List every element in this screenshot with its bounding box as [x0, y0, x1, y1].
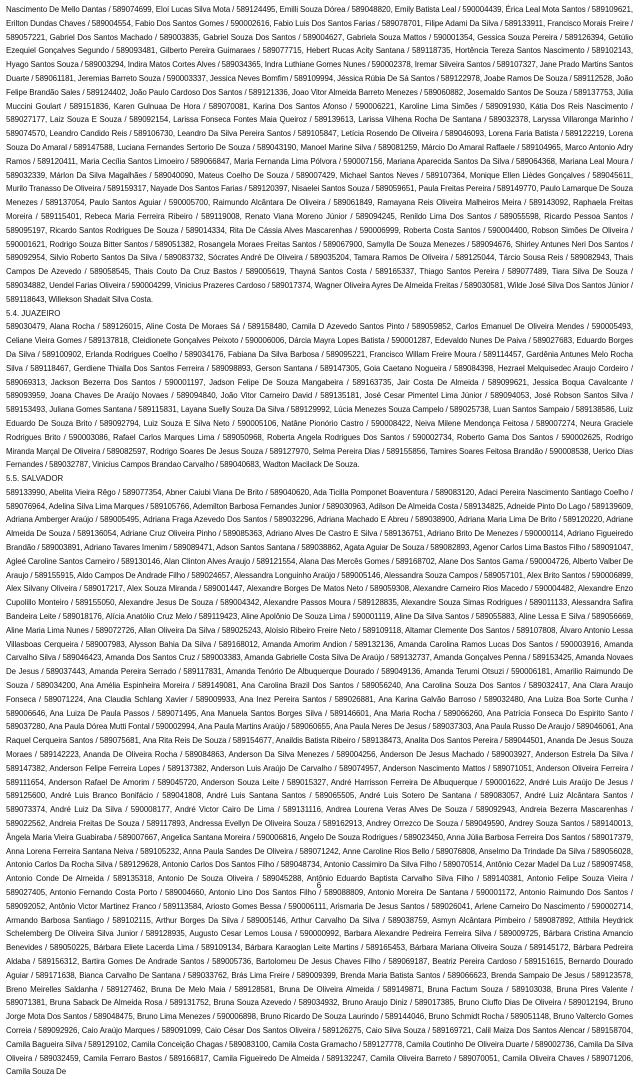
name-list-paragraph: 589133990, Abelita Vieira Rêgo / 589077354, Abner Caiubi Viana De Brito / 589040620, Ada Ticilla Pomponet Boaventura / 589083120, Adaci Pereira Nascimento Santiago Coelho / 589076964, Adelina Silva Lima Marques / 589105766, Ademilton Barbosa Fernandes Junior / 589030963, Adilson De Almeida Costa / 589134825, Adneide Pinto Do Lago / 589139609, Adriana Amberger Araújo / 589005495, Adriana Fraga Azevedo Dos Santos / 589032296, Adriana Machado E Abreu / 589038900, Adriana Maria Lima De Brito / 589120220, Adriane Almeida De Souza / 589136054, Adriane Cruz Oliveira Pinho / 589085363, Adriano Alves De Castro E Silva / 589136751, Adriano Brito De Menezes / 590000114, Adriano Figueiredo Brandão / 589003891, Adriano Tavares Imenim / 589089471, Adson Santos Santana / 589038862, Agata Aguiar De Souza / 589082893, Agenor Carlos Lima Bastos Filho / 589091047, Agleé Caroline Santos Carneiro / 589130146, Alan Clinton Alves Araujo / 589121554, Alana Das Mercês Gomes / 589168702, Alane Dos Santos Gama / 590004726, Alberto Valber De Araujo / 589155915, Aldo Campos De Andrade Filho / 589024657, Alessandra Longuinho Araújo / 589005146, Alessandra Souza Campos / 589057101, Alex Brito Santos / 590006899, Alex Silvany Oliveira / 589017217, Alex Souza Miranda / 589001447, Alexandre Borges De Matos Neto / 589059308, Alexandre Carneiro Rios Macedo / 590004482, Alexandre Enzo Cupolillo Monteiro / 589155050, Alexandre Jesus De Souza / 589004342, Alexandre Passos Moura / 589128835, Alexandre Souza Simas Rodrigues / 589011133, Alessandra Safira Bandeira Leite / 589018176, Alícia Anatólio Cruz Melo / 589119423, Aline Apolônio De Souza Lima / 590001119, Aline Da Silva Santos / 589055883, Aline Lessa E Silva / 589056669, Aline Maria Lima Nunes / 589072726, Allan Oliveira Da Silva / 589025243, Aloísio Ribeiro Freire Neto / 589109118, Altamar Clemente Dos Santos / 589107808, Álvaro Antonio Lessa Villasboas Cerqueira / 589007983, Alysson Bahia Da Silva / 589168012, Amanda Amorim Andion / 589132136, Amanda Carolina Ramos Lucas Dos Santos / 590003916, Amanda Carvalho Silva / 589046423, Amanda Dos Santos Cruz / 589003383, Amanda Gabrielle Costa Silva De Araújo / 589132737, Amanda Gonçalves Penna / 589153425, Amanda Novaes De Jesus / 589037443, Amanda Pereira Serrado / 589117831, Amanda Tenório De Albuquerque Dourado / 589049136, Amanda Terumi Otsuzi / 590006181, Amarilio Raimundo De Souza / 589034200, Ana Amélia Espinheira Moreira / 589149081, Ana Carolina Brazil Dos Santos / 589056240, Ana Carolina Souza Dos Santos / 589032417, Ana Clara Araujo Fonseca / 589071224, Ana Claudia Schlang Xavier / 589009933, Ana Inez Pereira Santos / 589026881, Ana Karina Galvão Barroso / 589032480, Ana Luiza Boa Sorte Cunha / 589006646, Ana Luiza De Paula Passos / 589071495, Ana Manuela Santos Borges Silva / 589146601, Ana Maria Rocha / 589066260, Ana Patrícia Fonseca Do Espirito Santo / 589037280, Ana Paula Dórea Mutti Fontal / 590002994, Ana Paula Martins Araújo / 589060655, Ana Paula Neres De Jesus / 589037303, Ana Paula Russo De Araujo / 589046061, Ana Raquel Cerqueira Santos / 589075681, Ana Rita Reis De Souza / 589154677, Anaildis Batista Ribeiro / 589138473, Analita Dos Santos Pereira / 589044501, Ananda De Jesus Souza Moraes / 589142223, Ananda De Oliveira Rocha / 589084863, Anderson Da Silva Menezes / 589004256, Anderson De Jesus Machado / 589003927, Anderson Estrela Da Silva / 589147382, Anderson Felipe Ferreira Lopes / 589137382, Anderson Luis Araújo De Carvalho / 589074957, Anderson Nascimento Mattos / 589071051, Anderson Oliveira Ferreira / 589111654, Anderson Rafael De Amorim / 589045720, Anderson Souza Leite / 589015327, André Harrisson Ferreira De Albuquerque / 590001622, André Luis Araújo De Jesus / 589125600, André Luis Branco Bonifácio / 589041808, André Luis Santana Santos / 589065505, André Luis Sotero De Santana / 589083057, André Luiz Alcântara Santos / 589073374, André Luiz Da Silva / 590008177, André Victor Cairo De Lima / 589131116, Andrea Lourena Veras Alves De Souza / 589092943, Andreia Bezerra Mascarenhas / 589022562, Andreia Freitas De Souza / 589117893, Andressa Evellyn De Oliveira Souza / 589162913, Andrey Orrezco De Souza / 589049590, Andrey Souza Santos / 589140013, Ângela Maria Vieira Guabiraba / 589007667, Angelica Santana Moreira / 590006816, Angelo De Souza Rodrigues / 589023450, Anna Júlia Barbosa Ferreira Dos Santos / 589017379, Anna Lorena Ferreira Santana Neiva / 589105232, Anna Paula Sandes De Oliveira / 589071242, Anne Caroline Rios Bello / 589076808, Anselmo Da Trindade Da Silva / 589056028, Antonio Carlos Da Rocha Silva / 589129628, Antonio Carlos Dos Santos Filho / 589048734, Antonio Cassimiro Da Silva Filho / 589070514, Antônio Cezar Madel Da Luz / 589097458, Antonio Conde De Almeida / 589135318, Antonio De Souza Oliveira / 589045288, Antônio Eduardo Baptista Carvalho Silva Filho / 589140381, Antonio Felipe Souza Vieira / 589027405, Antonio Fernando Costa Porto / 589004660, Antonio Lino Dos Santos Filho / 589088809, Antonio Moreira De Santana / 590001172, Antonio Raimundo Dos Santos / 589092052, Antônio Victor Martinez Franco / 589113584, Ariosto Gomes Bessa / 590006111, Arismaria De Jesus Santos / 589026041, Arlene Carneiro Do Nascimento / 590002714, Armando Barbosa Santiago / 589102115, Arthur Borges Da Silva / 589005146, Arthur Carvalho Da Silva / 589038759, Asmyn Alcântara Pimbeiro / 589087892, Atthila Heydrick Schelemberg De Oliveira Silva Junior / 589128935, Augusto Cesar Lemos Lousa / 590000992, Barbara Alexandre Pedreira Ferreira Silva / 589009725, Bárbara Cristina Amancio Benevides / 589050225, Bárbara Eliete Lacerda Lima / 589109134, Bárbara Karaoglan Leite Martins / 589165453, Bárbara Mariana Oliveira Souza / 589145172, Bárbara Pedreira Aldaba / 589156312, Bartira Gomes De Andrade Santos / 589005736, Bartolomeu De Jesus Chaves Filho / 589069187, Beatriz Pereira Cardoso / 589151615, Bernardo Dourado Aguiar / 589171638, Bianca Carvalho De Santana / 589033762, Brás Lima Freire / 589009399, Brenda Maria Batista Santos / 589066623, Brenda Sampaio De Jesus / 589123578, Breno Meirelles Saldanha / 589127462, Bruna De Melo Maia / 589128581, Bruna De Oliveira Almeida / 589149871, Bruna Factum Souza / 589103038, Bruna Pires Valente / 589071381, Bruna Saback De Almeida Rosa / 589131752, Bruna Souza Azevedo / 589034932, Bruno Araujo Diniz / 589017385, Bruno Ciuffo Dias De Oliveira / 589012194, Bruno Jorge Mota Dos Santos / 589048475, Bruno Lima Menezes / 590006898, Bruno Ricardo De Souza Laurindo / 589144046, Bruno Schmidt Rocha / 589051148, Bruno Valterclo Gomes Correia / 589092926, Caio Araújo Marques / 589091099, Caio César Dos Santos Oliveira / 589126275, Caio Silva Souza / 589169721, Calil Maiza Dos Santos Alencar / 589158704, Camila Bagueira Silva / 589129102, Camila Conceição Chagas / 589083100, Camila Costa Gramacho / 589127778, Camila Coutinho De Oliveira Duarte / 589002736, Camila Da Silva Oliveira / 589032459, Camila Ferraro Bastos / 589166817, Camila Figueiredo De Almeida / 589132247, Camila Oliveira Barreto / 589070051, Camila Oliveira Chaves / 589071206, Camila Souza De	[6, 487, 633, 1077]
document-page	[6, 3, 633, 1077]
section-heading-salvador: 5.5. SALVADOR	[6, 474, 64, 484]
name-list-paragraph: Nascimento De Mello Dantas / 589074699, Eloí Lucas Silva Mota / 589124495, Emilli Souza Dórea / 589048820, Emily Batista Leal / 590004439, Érica Leal Mota Santos / 589109621, Erilton Dundas Chaves / 589004554, Fabio Dos Santos Gomes / 590002616, Fabio Luis Dos Santos Farias / 589078701, Filipe Adami Da Silva / 589133911, Francisco Morais Freire / 589057221, Gabriel Dos Santos Machado / 589003835, Gabriel Souza Dos Santos / 589004627, Gabriela Souza Mattos / 590001354, Gessica Souza Pereira / 589126394, Getúlio Ezequiel Gonçalves Segundo / 589093481, Gilberto Pereira Guimaraes / 589077715, Hebert Rucas Acity Santana / 589118735, Hortência Tereza Santos Nascimento / 589102143, Hyago Santos Souza / 589003294, Indira Matos Cortes Alves / 589034365, Indra Luthiane Gomes Nunes / 590002378, Iremar Silveira Santos / 589107327, Jane Prado Martins Santos Duarte / 589061181, Jeremias Barreto Souza / 590003337, Jessica Neves Bomfim / 589109994, Jéssica Rúbia De Sá Santos / 589122978, Joabe Ramos De Souza / 589112528, João Felipe Brandão Sales / 589124402, João Paulo Cardoso Dos Santos / 589121336, Joao Vitor Almeida Barreto Menezes / 589060882, Josemaldo Santos De Souza / 589137753, Júlia Muccini Goulart / 589151836, Karen Gulnuaa De Hora / 589070081, Karina Dos Santos Afonso / 590006221, Karoline Lima Simões / 589091930, Kátia Dos Reis Nascimento / 589027177, Laiz Souza E Souza / 589092154, Larissa Fonseca Fontes Maia Queiroz / 589139613, Larissa Vilhena Rocha De Santana / 589032378, Laryssa Villaronga Marinho / 589074570, Leandro Candido Reis / 589106730, Leandro Da Silva Pereira Santos / 589105847, Letícia Rosendo De Oliveira / 589046093, Lorena Faria Batista / 589122219, Lorena Souza Do Amaral / 589147588, Luciana Fernandes Sertorio De Souza / 589043190, Manoel Marine Silva / 589081259, Márcio Do Amaral Raffaele / 589104965, Marco Antonio Adry Ramos / 589120411, Maria Cecília Santos Limoeiro / 589066847, Maria Fernanda Lima Pólvora / 590007156, Mariana Aparecida Santos Da Silva / 589064368, Mariana Leal Moura / 589032339, Márlon Da Silva Magalhães / 589040090, Mateus Coelho De Souza / 589007429, Michael Santos Neves / 589107364, Monique Ellen Lièdes Gonçalves / 589045611, Murilo Tranasso De Oliveira / 589159317, Nayade Dos Santos Farias / 589120397, Nisaelei Santos Souza / 589059651, Paula Freitas Pereira / 589149770, Paulo Lamarque De Souza Menezes / 589137054, Paulo Santos Aguiar / 590005700, Raimundo Alcântara De Oliveira / 589061849, Ramayana Reis Oliveira Malheiros Meira / 589143092, Raphaela Freitas Moreira / 589115401, Rebeca Maria Ferreira Ribeiro / 589119008, Renato Viana Moreno Júnior / 589094245, Renildo Lima Dos Santos / 589055598, Ricardo Pessoa Santos / 589095197, Ricardo Santos Rodrigues De Souza / 589014334, Rita De Cássia Alves Mascarenhas / 590006999, Roberta Costa Santos / 590004400, Robson Simões De Oliveira / 590001621, Rodrigo Souza Bitter Santos / 589051382, Rosangela Moraes Freitas Santos / 589067900, Samylla De Souza Menezes / 589094676, Shirley Antunes Neri Dos Santos / 589092954, Silvio Roberto Santos Da Silva / 589083732, Sócrates André De Oliveira / 589035204, Tamara Ramos De Oliveira / 589125044, Tárcio Sousa Reis / 589082943, Thais Campos De Azevedo / 589058545, Thais Couto Da Cruz Bastos / 589005619, Thayná Santos Costa / 589165337, Thiago Santos Pereira / 589077489, Tiara Silva De Souza / 589034882, Uendel Farias Oliveira / 590004299, Vinicius Prazeres Cardoso / 589017374, Wagner Oliveira Ayres De Almeida Freitas / 589030581, Wilde José Silva Dos Santos Júnior / 589118643, Willekson Shadait Silva Costa.	[6, 5, 633, 304]
page-number: 6	[316, 881, 322, 890]
section-heading-juazeiro: 5.4. JUAZEIRO	[6, 308, 61, 318]
name-list-paragraph: 589030479, Alana Rocha / 589126015, Aline Costa De Moraes Sá / 589158480, Camila D Azevedo Santos Pinto / 589059852, Carlos Emanuel De Oliveira Mendes / 590005493, Celiane Vieira Gomes / 589137818, Cleidionete Gonçalves Peixoto / 590006006, Dárcia Mayra Lopes Batista / 590001287, Edevaldo Nunes De Paiva / 589027683, Eduardo Borges Da Silva / 589100902, Erlanda Rodrigues Coelho / 589034176, Fabiana Da Silva Barbosa / 589095221, Francisco Willam Freire Moura / 589114457, Gardênia Antunes Melo Rocha Silva / 589118467, Gerdiene Thialla Dos Santos Ferreira / 589098893, Gerson Santana / 589147305, Goia Caetano Nogueira / 589084398, Hezrael Melquisedec Araujo Cordeiro / 589069313, Jackson Bezerra Dos Santos / 590001197, Jadson Felipe De Souza Mangabeira / 589163735, Jair Costa De Almeida / 589099621, Jessica Boqua Cavalcante / 589093959, Joana Chaves De Araújo Novaes / 589094840, João Vitor Carneiro David / 589135181, José Cesar Pimentel Lima Júnior / 589094053, José Robson Santos Silva / 589153493, Juliana Gomes Santana / 589115831, Layana Suelly Souza Da Silva / 589129992, Lúcia Menezes Souza Campelo / 589025738, Luan Santos Sampaio / 589138586, Luiz Eduardo De Souza Brito / 589092794, Luiz Souza E Silva Neto / 590005106, Natâne Pionório Castro / 590008422, Neiva Milene Mendonça Feitosa / 589007274, Neura Graciele Rodrigues Brito / 590003086, Rafael Carlos Marques Lima / 589050968, Roberta Angela Rodrigues Dos Santos / 590002734, Roberto Gama Dos Santos / 590002625, Rodrigo Miranda Marçal De Oliveira / 589082597, Rodrigo Soares De Jesus Souza / 589127970, Selma Pereira Dias / 589155856, Tamires Soares Feitosa Brandão / 590008538, Uerico Dias Fernandes / 589032787, Vinicius Campos Brandao Carvalho / 589040683, Wadton Macilack De Souza.	[6, 322, 633, 470]
